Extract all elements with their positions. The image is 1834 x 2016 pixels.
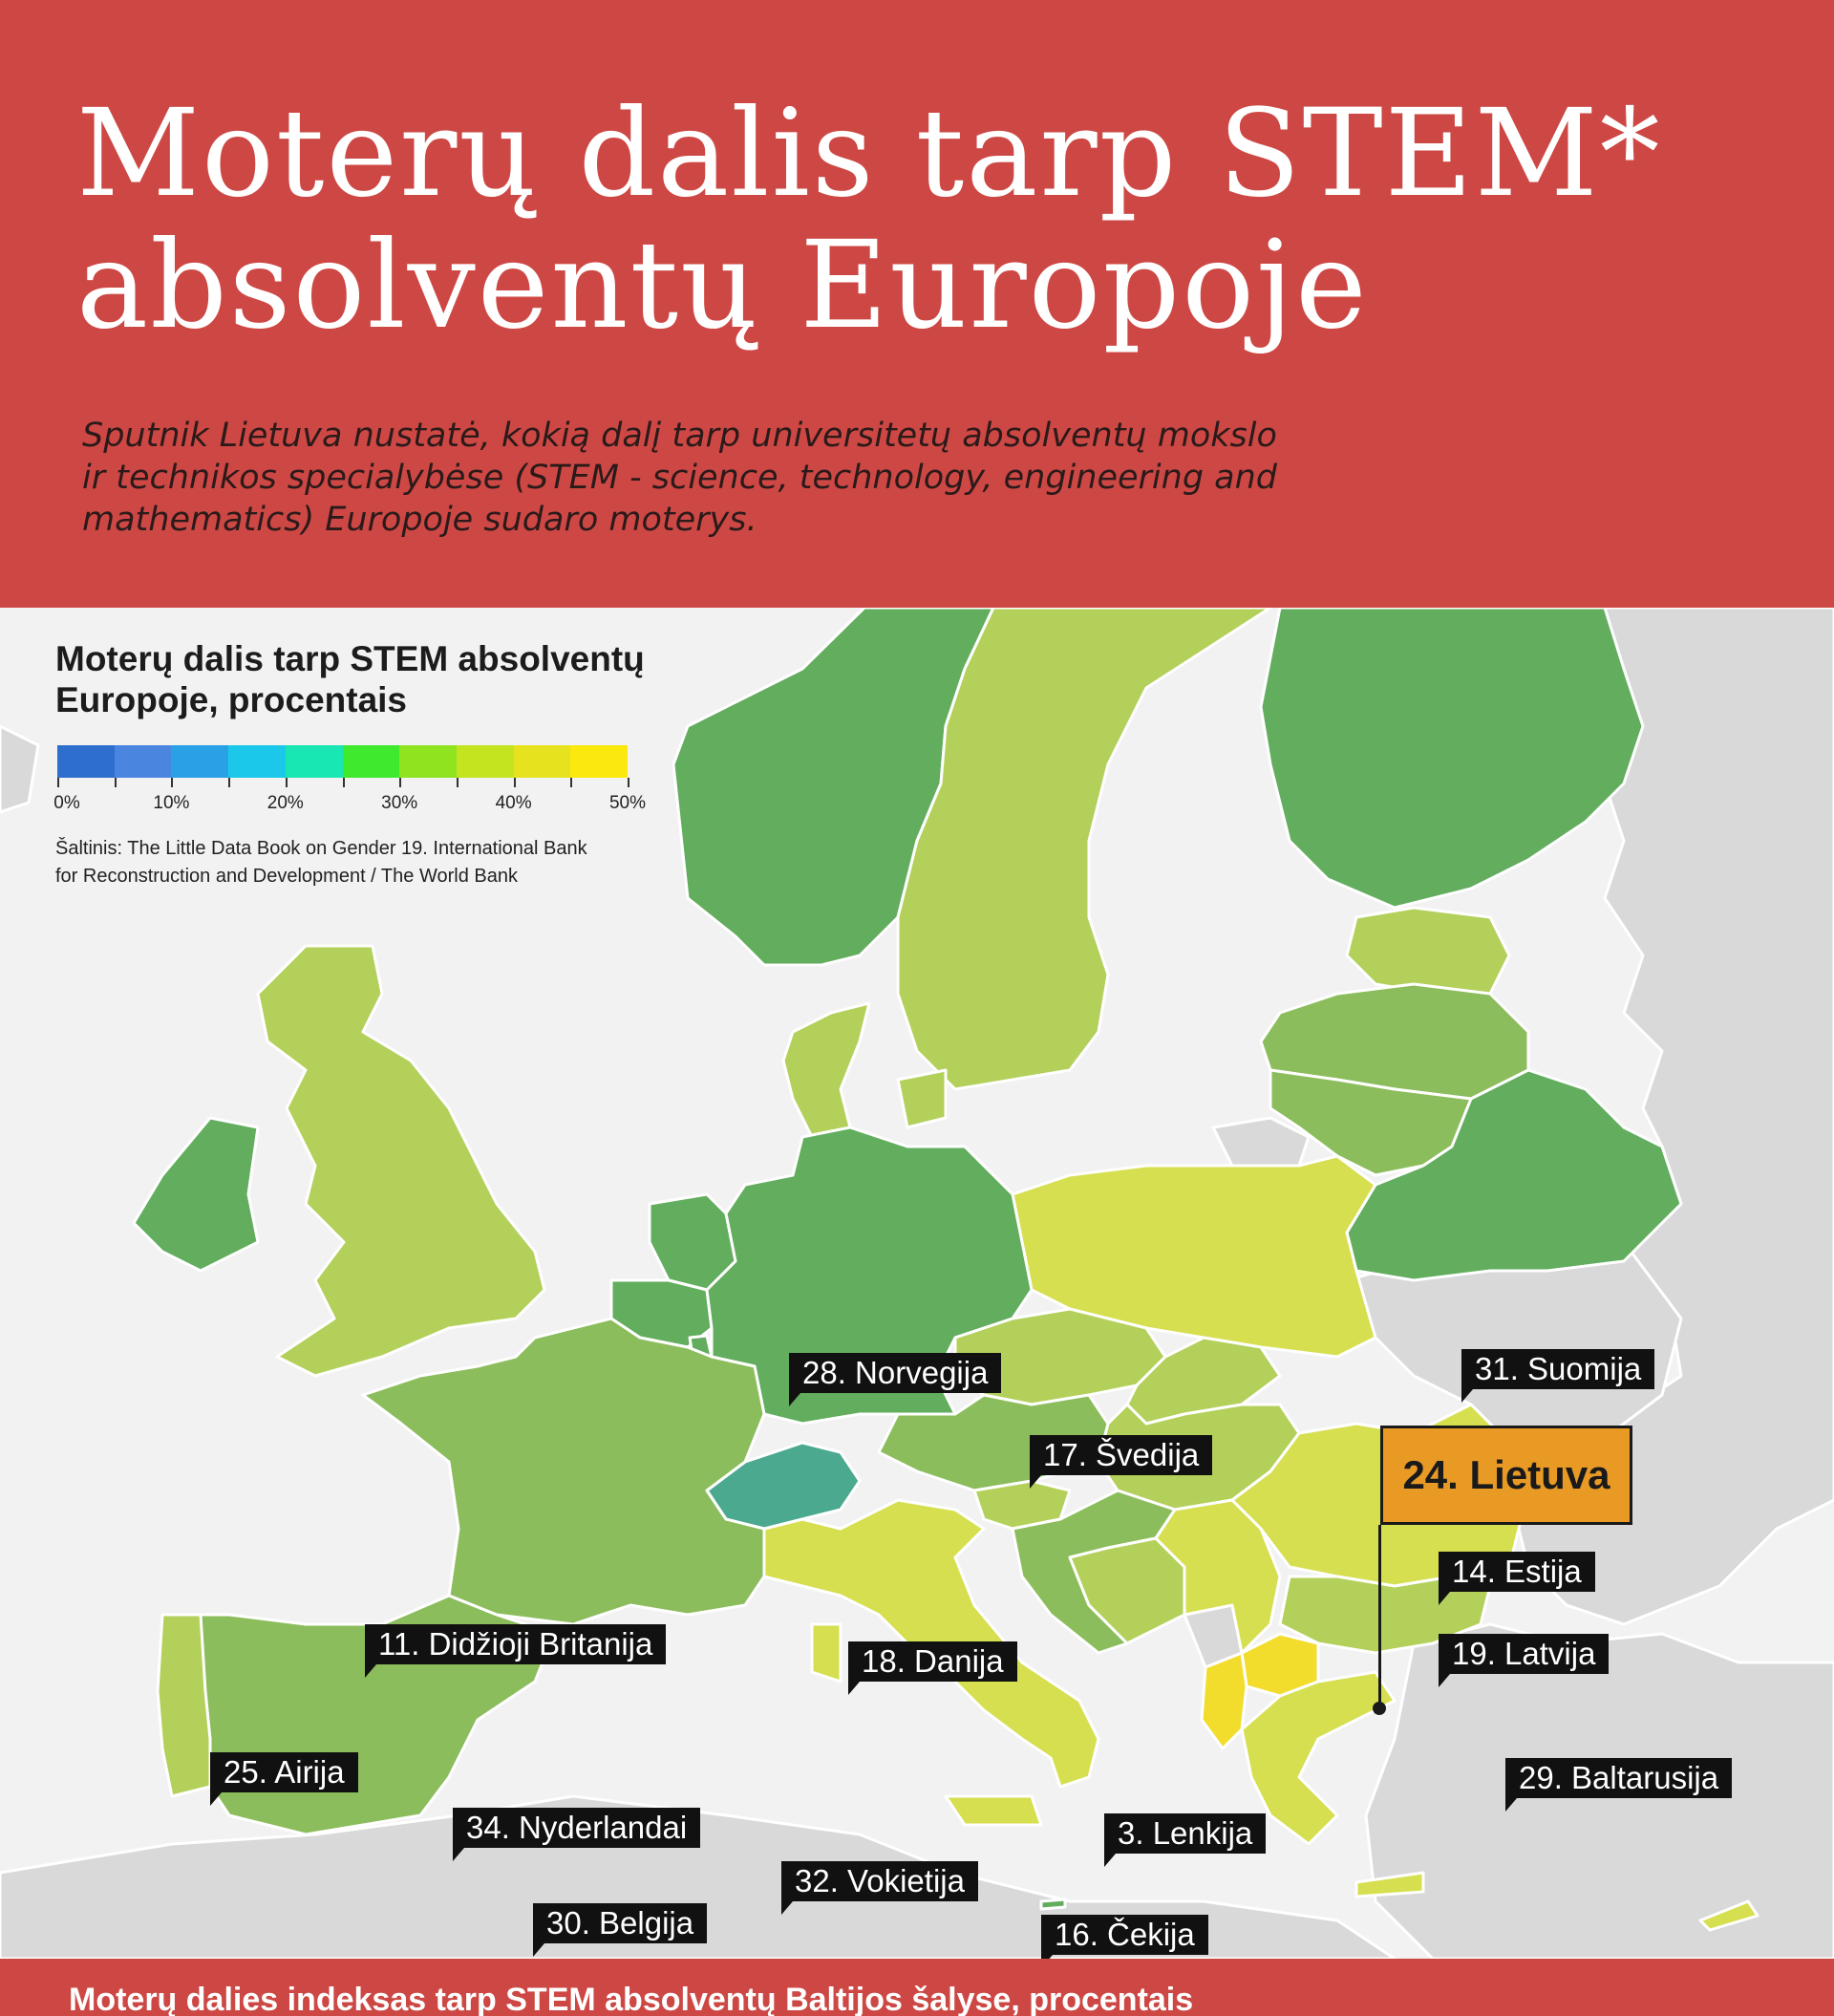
legend-swatch [570, 745, 628, 778]
legend-tick-label: 10% [153, 793, 190, 813]
legend-swatch [171, 745, 228, 778]
label-belarus: 29. Baltarusija [1505, 1758, 1732, 1798]
label-czechia: 16. Čekija [1041, 1915, 1208, 1955]
legend-tick-label: 50% [608, 793, 647, 813]
label-denmark: 18. Danija [848, 1641, 1017, 1682]
legend-tick [115, 778, 117, 787]
legend [53, 638, 724, 887]
legend-tick [228, 778, 230, 787]
page-title [76, 83, 1796, 355]
legend-tick-label: 40% [495, 793, 532, 813]
label-sweden: 17. Švedija [1030, 1435, 1212, 1475]
legend-title [55, 638, 724, 720]
country-uk [258, 946, 544, 1376]
legend-swatch [57, 745, 115, 778]
legend-tick [628, 778, 629, 787]
title-line-2: absolventų Europoje [76, 215, 1369, 355]
footer-banner [0, 1959, 1834, 2016]
legend-tick [514, 778, 516, 787]
legend-tick [57, 778, 59, 787]
country-estonia [1347, 908, 1509, 994]
land-scandinavia-north [0, 726, 38, 812]
label-poland: 3. Lenkija [1104, 1813, 1266, 1854]
legend-swatch [286, 745, 343, 778]
legend-swatch [399, 745, 457, 778]
legend-tick-label: 0% [53, 793, 80, 813]
title-line-1: Moterų dalis tarp STEM* [76, 83, 1662, 224]
label-finland: 31. Suomija [1461, 1349, 1654, 1389]
legend-tick [399, 778, 401, 787]
label-germany: 32. Vokietija [781, 1861, 978, 1901]
label-estonia: 14. Estija [1439, 1552, 1595, 1592]
legend-color-scale [57, 745, 628, 778]
header-banner [0, 0, 1834, 608]
label-belgium: 30. Belgija [533, 1903, 707, 1943]
legend-tick [570, 778, 572, 787]
legend-ticks [57, 778, 628, 789]
label-ireland: 25. Airija [210, 1752, 358, 1792]
lithuania-pointer-dot [1373, 1702, 1386, 1715]
label-norway: 28. Norvegija [789, 1353, 1001, 1393]
country-ireland [134, 1118, 258, 1271]
footer-text: Moterų dalies indeksas tarp STEM absolventų Baltijos šalyse, procentais [69, 1982, 1194, 2016]
source-line-1: Šaltinis: The Little Data Book on Gender 19. International Bank [55, 838, 587, 859]
legend-tick [457, 778, 458, 787]
legend-swatch [514, 745, 571, 778]
country-portugal [158, 1615, 210, 1796]
legend-tick [286, 778, 288, 787]
legend-tick [171, 778, 173, 787]
label-netherlands: 34. Nyderlandai [453, 1808, 700, 1848]
legend-swatch [457, 745, 514, 778]
legend-title-line-2: Europoje, procentais [55, 680, 408, 719]
legend-swatch [343, 745, 400, 778]
intro-text: Sputnik Lietuva nustatė, kokią dalį tarp universitetų absolventų mokslo ir technikos specialybėse (STEM - science, technology, engineering and mathematics) Europoje sudaro moterys. [82, 417, 1278, 539]
legend-title-line-1: Moterų dalis tarp STEM absolventų [55, 639, 645, 678]
label-latvia: 19. Latvija [1439, 1634, 1609, 1674]
legend-tick [343, 778, 345, 787]
label-uk: 11. Didžioji Britanija [365, 1624, 666, 1664]
lithuania-highlight [1380, 1426, 1632, 1525]
legend-source [55, 835, 705, 890]
legend-tick-label: 20% [267, 793, 304, 813]
label-lithuania: 24. Lietuva [1380, 1426, 1632, 1525]
lithuania-pointer-line [1378, 1525, 1381, 1708]
country-finland [1261, 608, 1643, 908]
legend-swatch [115, 745, 172, 778]
country-albania [1202, 1653, 1247, 1748]
legend-tick-label: 30% [381, 793, 418, 813]
legend-swatch [228, 745, 286, 778]
country-france [363, 1319, 764, 1624]
source-line-2: for Reconstruction and Development / The World Bank [55, 866, 518, 887]
country-malta [1041, 1899, 1065, 1909]
